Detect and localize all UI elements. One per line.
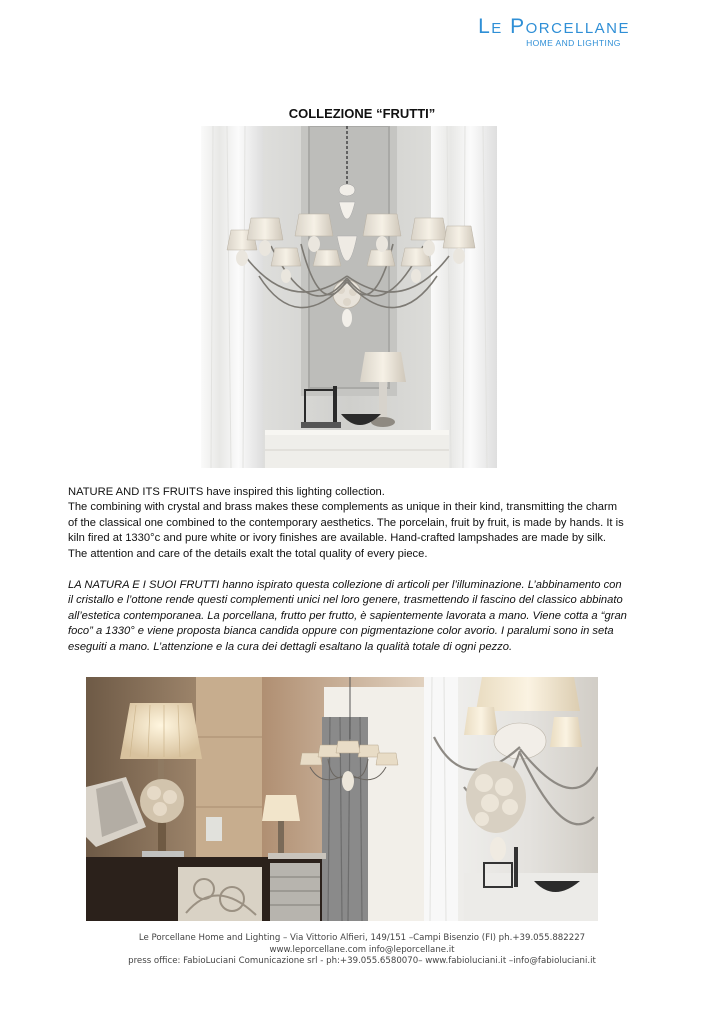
footer-address: Le Porcellane Home and Lighting – Via Vittorio Alfieri, 149/151 –Campi Bisenzio (FI) ph.+39.055.882227 (138, 933, 586, 943)
footer-web-contacts: www.leporcellane.com info@leporcellane.it (269, 944, 455, 955)
english-description (68, 485, 628, 562)
english-body: The combining with crystal and brass makes these complements as unique in their kind, transmitting the charm of the classical one combined to the contemporary aesthetics. The porcelain, fruit by fruit, is made by hands. It is kiln fired at 1330°c and pure white or ivory finishes are available. Hand-crafted lampshades are made by silk. The attention and care of the details exalt the total quality of every piece. (68, 501, 624, 560)
interior-photo-table-lamp (86, 677, 262, 921)
detail-photo-chandelier (424, 677, 598, 921)
brand-tagline: HOME AND LIGHTING (526, 38, 621, 48)
brand-name: Le Porcellane (478, 15, 630, 38)
collection-title: COLLEZIONE “FRUTTI” (288, 106, 436, 121)
interior-photo-chandelier (262, 677, 424, 921)
footer-press-office: press office: FabioLuciani Comunicazione srl - ph:+39.055.6580070– www.fabioluciani.it –info@fabioluciani.it (128, 956, 596, 967)
page-footer (0, 933, 724, 968)
italian-body: LA NATURA E I SUOI FRUTTI hanno ispirato questa collezione di articoli per l’illuminazione. L’abbinamento con il cristallo e l’ottone rende questi complementi unici nel loro genere, trasmettendo il fascino del classico abbinato all’estetica contemporanea. La porcellana, frutto per frutto, è sapientemente lavorata a mano. Viene cotta a “gran foco” a 1330° e viene proposta bianca candida oppure con pigmentazione color avorio. I paralumi sono in seta eseguiti a mano. L’attenzione e la cura dei dettagli esaltano la qualità totale di ogni pezzo. (68, 579, 627, 653)
english-intro: NATURE AND ITS FRUITS have inspired this lighting collection. (68, 486, 385, 498)
hero-chandelier-photo (201, 126, 497, 468)
italian-description (68, 578, 628, 655)
brand-logo (478, 16, 630, 48)
